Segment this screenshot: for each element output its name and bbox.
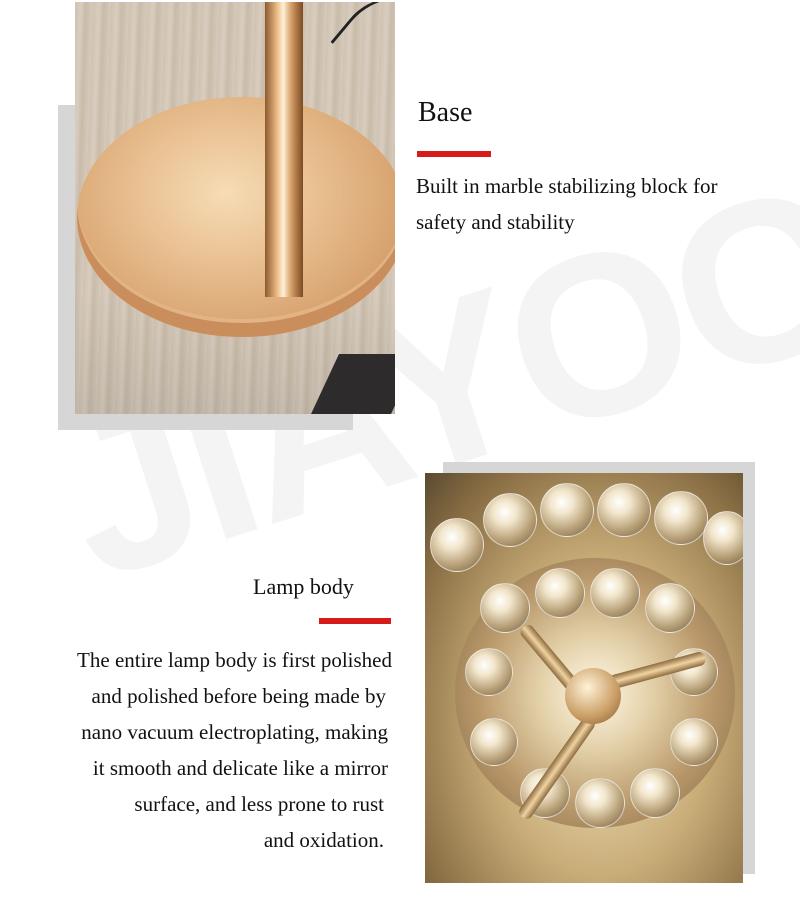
floor-edge [311,354,395,414]
crystal [540,483,594,537]
crystal [535,568,585,618]
crystal [703,511,743,565]
lamp-body-description-line: and polished before being made by [91,684,386,708]
crystal [470,718,518,766]
base-description-line: safety and stability [416,210,575,234]
crystal [465,648,513,696]
lamp-hub [565,668,621,724]
crystal [590,568,640,618]
base-title: Base [418,97,473,128]
crystal [575,778,625,828]
base-description-line: Built in marble stabilizing block for [416,174,718,198]
crystal [645,583,695,633]
base-photo [75,2,395,414]
power-cable [330,2,395,121]
crystal [430,518,484,572]
base-title-underline [417,151,491,157]
base-description [416,168,786,240]
gold-pole [265,2,303,297]
lamp-body-description-line: and oxidation. [263,828,384,852]
crystal [670,718,718,766]
lamp-body-title-underline [319,618,391,624]
crystal [630,768,680,818]
lamp-body-description [20,642,392,858]
lamp-body-description-line: The entire lamp body is first polished [77,648,392,672]
crystal [483,493,537,547]
lamp-body-photo [425,473,743,883]
lamp-body-description-line: surface, and less prone to rust [134,792,384,816]
lamp-body-title: Lamp body [253,574,354,599]
crystal [654,491,708,545]
lamp-body-description-line: nano vacuum electroplating, making [81,720,388,744]
crystal [480,583,530,633]
lamp-body-description-line: it smooth and delicate like a mirror [92,756,388,780]
crystal [597,483,651,537]
gold-base-disc [77,97,395,337]
